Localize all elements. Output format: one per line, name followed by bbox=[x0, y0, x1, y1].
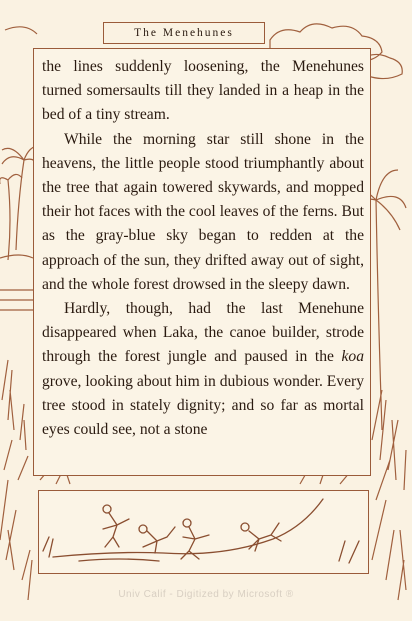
paragraph-3-after: grove, looking about him in dubious wonder. Every tree stood in stately dignity; and so far as mortal eyes could see, not a stone bbox=[42, 372, 364, 439]
paragraph-2: While the morning star still shone in the heavens, the little people stood triumphantly about the tree that again towered skywards, and mopped their hot faces with the cool leaves of the ferns. But as the gray-blue sky began to redden at the approach of the sun, they drifted away out of sight, and the whole forest drowsed in the sleepy dawn. bbox=[42, 130, 364, 293]
paragraph-3 bbox=[42, 297, 364, 442]
tumbling-menehunes-illustration bbox=[39, 491, 367, 572]
menehune-illustration-frame bbox=[38, 490, 369, 574]
koa-italic: koa bbox=[341, 348, 364, 366]
paragraph-1: the lines suddenly loosening, the Menehunes turned somersaults till they landed in a heap in the bed of a tiny stream. bbox=[42, 58, 364, 124]
paragraph-3-before: Hardly, though, had the last Menehune disappeared when Laka, the canoe builder, strode through the forest jungle and paused in the bbox=[42, 300, 364, 366]
running-header: The Menehunes bbox=[103, 22, 265, 44]
body-text bbox=[42, 55, 364, 442]
digitization-watermark: Univ Calif - Digitized by Microsoft ® bbox=[118, 589, 294, 600]
